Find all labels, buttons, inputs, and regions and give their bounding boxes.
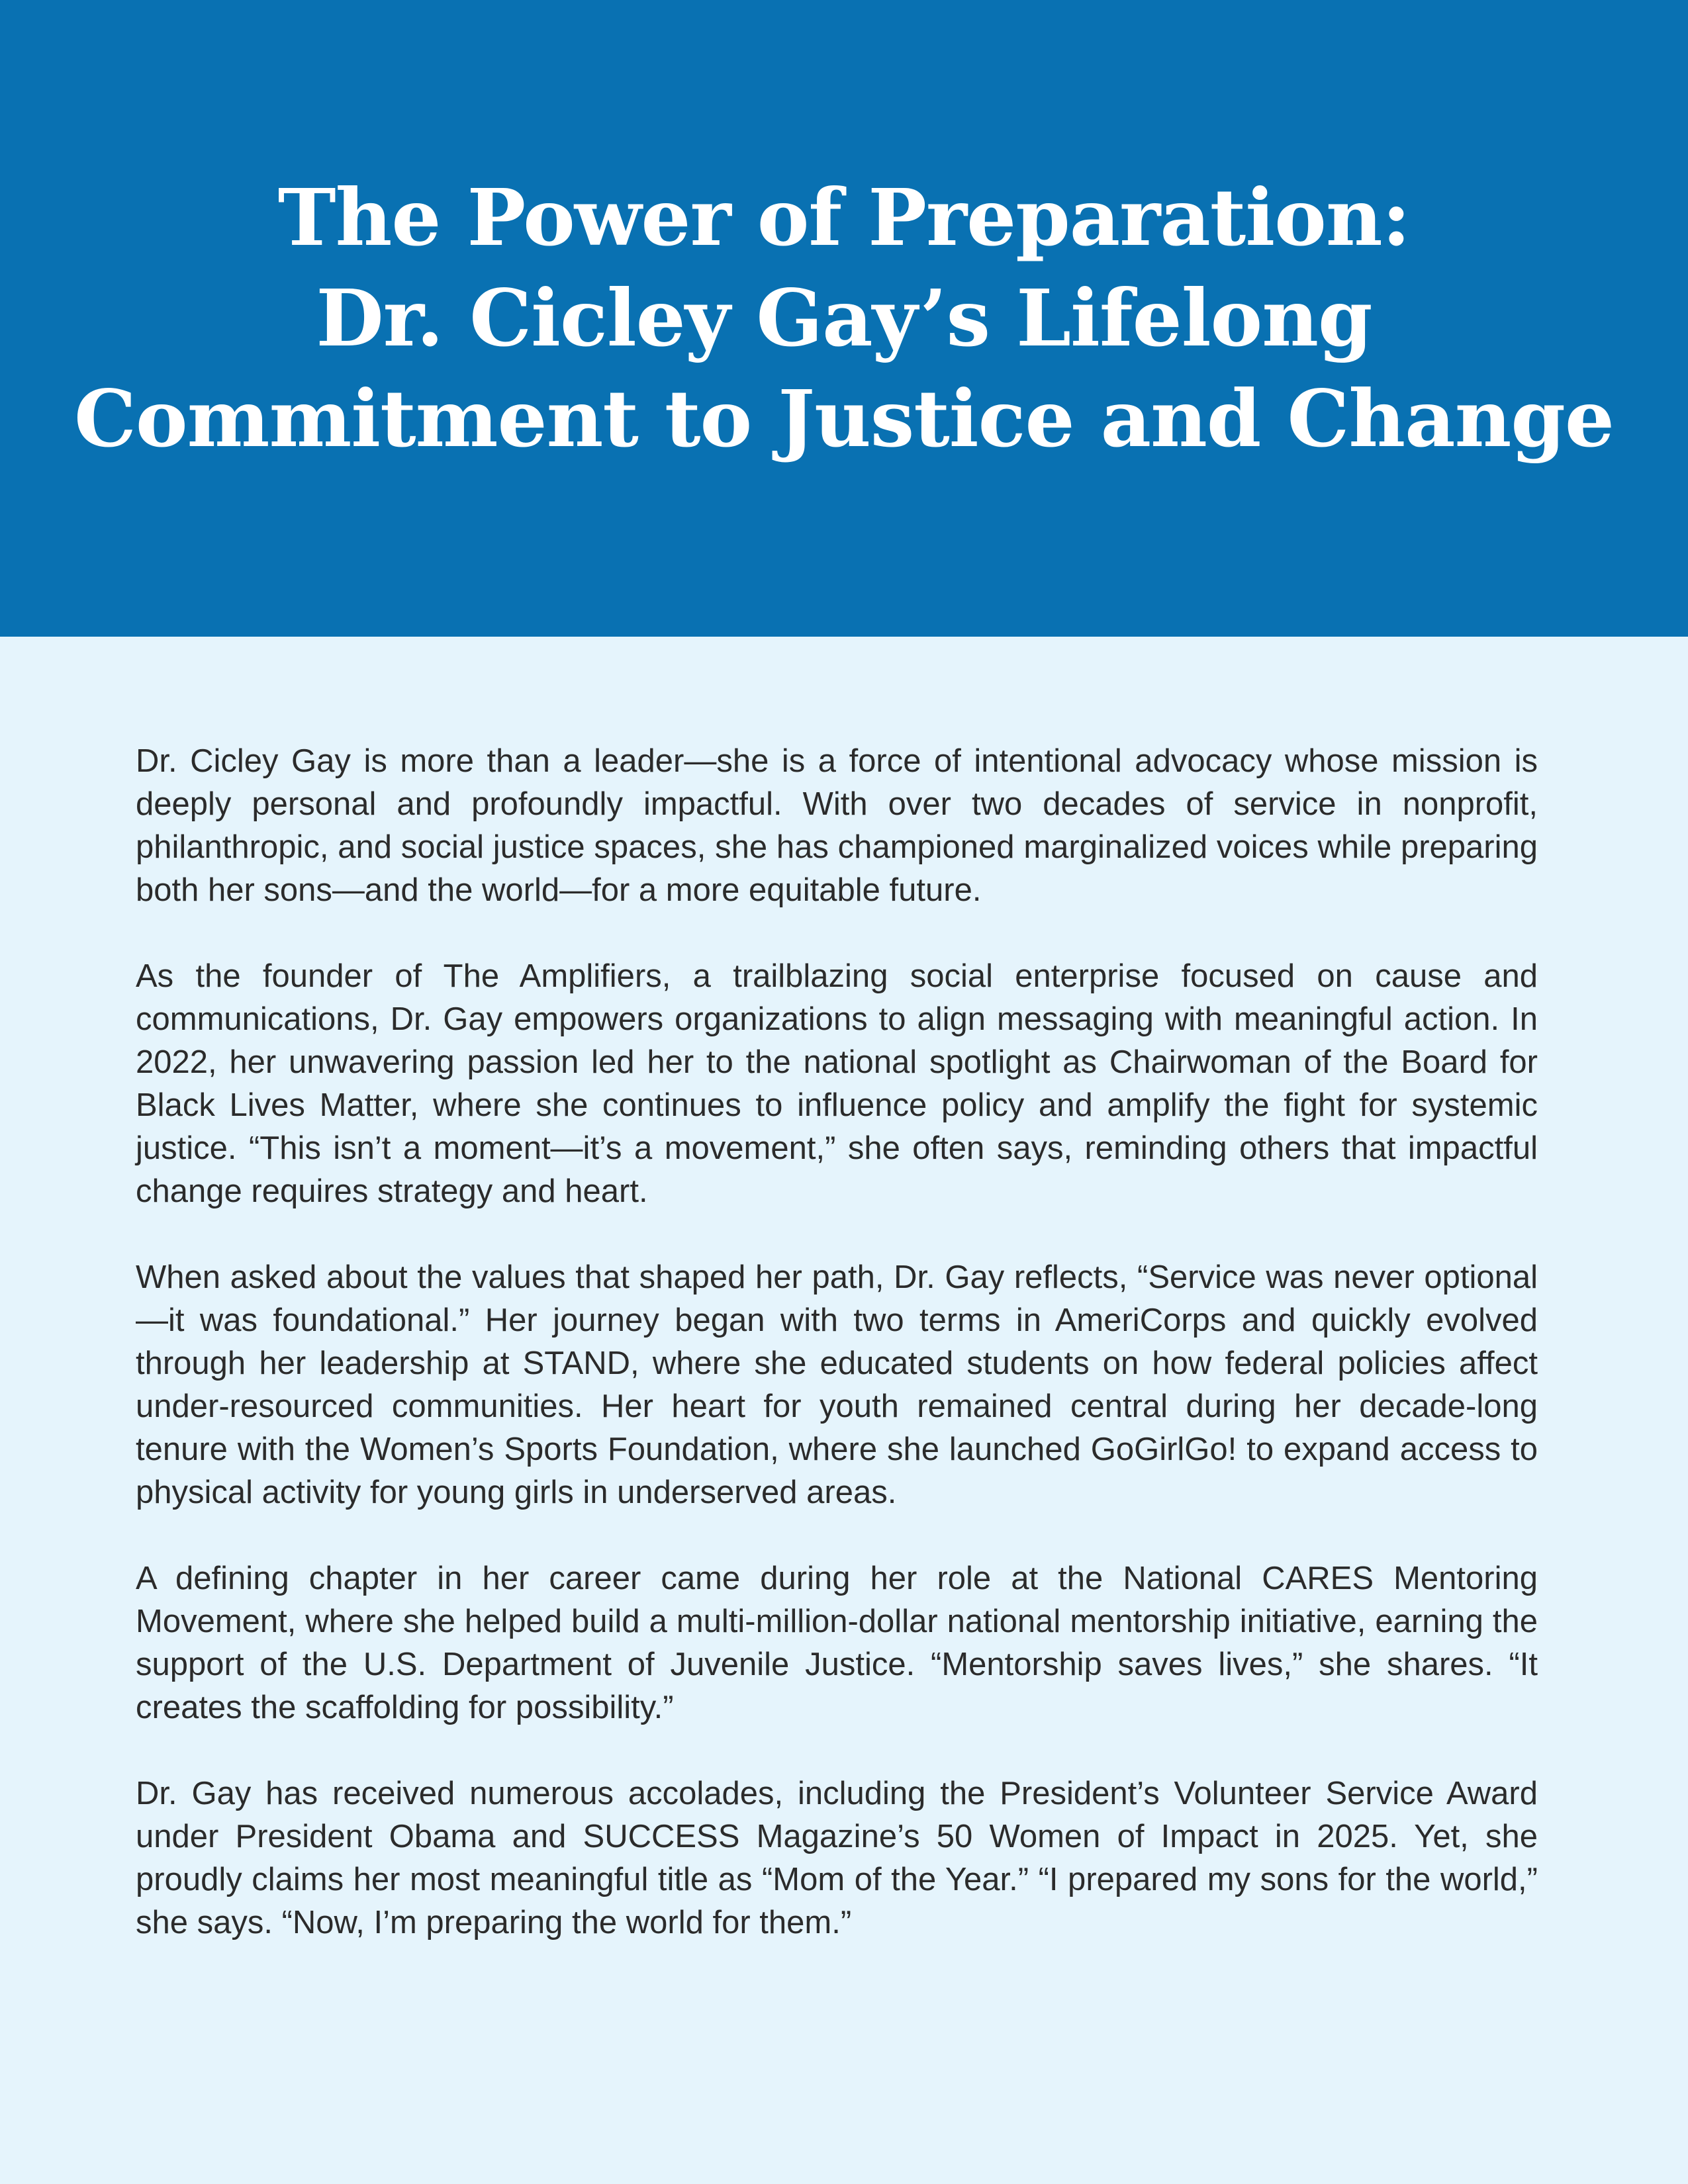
title-line-1: The Power of Preparation: [277, 171, 1411, 263]
paragraph-accolades: Dr. Gay has received numerous accolades, including the President’s Volunteer Service Award under President Obama and SUCCESS Magazine’s 50 Women of Impact in 2025. Yet, she proudly claims her most meaningful title as “Mom of the Year.” “I prepared my sons for the world,” she says. “Now, I’m preparing the world for them.” [136, 1776, 1538, 1940]
title-line-2: Dr. Cicley Gay’s Lifelong [316, 272, 1372, 364]
paragraph-mentoring: A defining chapter in her career came during her role at the National CARES Mentoring Movement, where she helped build a multi-million-dollar national mentorship initiative, earning the support of the U.S. Department of Juvenile Justice. “Mentorship saves lives,” she shares. “It creates the scaffolding for possibility.” [136, 1561, 1538, 1725]
page-title [74, 167, 1614, 469]
paragraph-amplifiers: As the founder of The Amplifiers, a trailblazing social enterprise focused on cause and communications, Dr. Gay empowers organizations to align messaging with meaningful action. In 2022, her unwavering passion led her to the national spotlight as Chairwoman of the Board for Black Lives Matter, where she continues to influence policy and amplify the fight for systemic justice. “This isn’t a moment—it’s a movement,” she often says, reminding others that impactful change requires strategy and heart. [136, 958, 1538, 1209]
paragraph-values: When asked about the values that shaped her path, Dr. Gay reflects, “Service was never optional—it was foundational.” Her journey began with two terms in AmeriCorps and quickly evolved through her leadership at STAND, where she educated students on how federal policies affect under-resourced communities. Her heart for youth remained central during her decade-long tenure with the Women’s Sports Foundation, where she launched GoGirlGo! to expand access to physical activity for young girls in underserved areas. [136, 1259, 1538, 1510]
paragraph-intro: Dr. Cicley Gay is more than a leader—she is a force of intentional advocacy whose mission is deeply personal and profoundly impactful. With over two decades of service in nonprofit, philanthropic, and social justice spaces, she has championed marginalized voices while preparing both her sons—and the world—for a more equitable future. [136, 743, 1538, 908]
article-body [136, 740, 1538, 1987]
title-line-3: Commitment to Justice and Change [73, 373, 1615, 465]
header-banner [0, 0, 1688, 637]
